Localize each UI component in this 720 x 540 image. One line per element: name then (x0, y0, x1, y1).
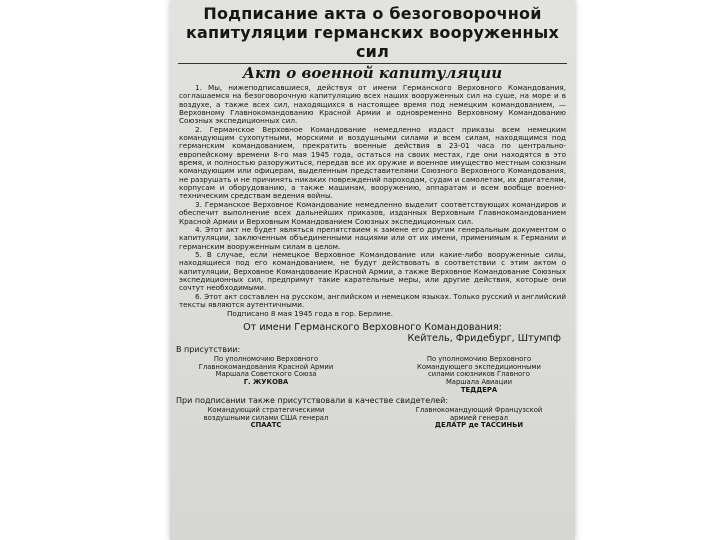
subheading: Акт о военной капитуляции (242, 64, 503, 82)
presence-signatures (170, 355, 575, 394)
on-behalf-line: От имени Германского Верховного Командования: (243, 322, 502, 334)
french-signature: ДЕЛАТР де ТАССИНЬИ (434, 421, 524, 430)
paragraph-4: 4. Этот акт не будет являться препятствием к замене его другим генеральным документом о капитуляции, заключенным объединенными нациями или от их имени, применимым к Германии и германским вооруженным силам в целом. (179, 224, 566, 251)
newspaper-clipping (170, 0, 575, 540)
allied-line-2: Командующего экспедиционными (417, 362, 541, 371)
soviet-signatory (182, 356, 350, 394)
us-line-1: Командующий стратегическими (207, 406, 325, 415)
paragraph-6: 6. Этот акт составлен на русском, английском и немецком языках. Только русский и английский тексты являются аутентичными. (179, 291, 566, 309)
witnesses-label: При подписании также присутствовали в качестве свидетелей: (176, 396, 449, 406)
french-line-2: армией генерал (450, 413, 508, 422)
us-line-2: воздушными силами США генерал (203, 413, 329, 422)
allied-line-1: По уполномочию Верховного (426, 355, 532, 364)
in-presence-label: В присутствии: (176, 345, 241, 355)
paragraph-1: 1. Мы, нижеподписавшиеся, действуя от имени Германского Верховного Командования, соглашаемся на безоговорочную капитуляцию всех наших вооруженных сил на суше, на море и в воздухе, а также всех сил, находящихся в настоящее время под немецким командованием, — Верховному Главнокомандованию Красной Армии и одновременно Верховному Командованию Союзных экспедиционных сил. (179, 83, 566, 126)
witness-signatures (170, 406, 575, 430)
us-witness (182, 407, 350, 430)
soviet-line-2: Главнокомандования Красной Армии (198, 362, 334, 371)
headline: Подписание акта о безоговорочной капитуляции германских вооруженных сил (186, 4, 559, 61)
allied-line-3: силами союзников Главного (428, 370, 530, 379)
paragraph-5: 5. В случае, если немецкое Верховное Командование или какие-либо вооруженные силы, находящиеся под его командованием, не будут действовать в соответствии с этим актом о капитуляции, Верховное Командование Красной Армии, а также Верховное Командование Союзных экспедиционных сил, предпримут такие карательные меры, или другие действия, которые они сочтут необходимыми. (179, 249, 566, 293)
allied-signatory (395, 356, 563, 394)
soviet-line-3: Маршала Советского Союза (215, 370, 317, 379)
paragraph-3: 3. Германское Верховное Командование немедленно выделит соответствующих командиров и обеспечит выполнение всех дальнейших приказов, изданных Верховным Главнокомандованием Красной Армии и Верховным Командованием Союзных экспедиционных сил. (179, 199, 566, 226)
soviet-line-1: По уполномочию Верховного (213, 355, 319, 364)
signed-line: Подписано 8 мая 1945 года в гор. Берлине. (227, 309, 393, 319)
german-signers: Кейтель, Фридебург, Штумпф (407, 333, 561, 345)
soviet-signature: Г. ЖУКОВА (243, 378, 289, 387)
act-text (170, 82, 575, 309)
paragraph-2: 2. Германское Верховное Командование немедленно издаст приказы всем немецким командующим сухопутными, морскими и воздушными силами и всем силам, находящимся под германским командованием, прекратить военные действия в 23-01 часа по центрально-европейскому времени 8-го мая 1945 года, остаться на своих местах, где они находятся в это время, и полностью разоружиться, передав все их оружие и военное имущество местным союзным командующим или офицерам, выделенным представителями Союзного Верховного Командования, не разрушать и не причинять никаких повреждений пароходам, судам и самолетам, их двигателям, корпусам и оборудованию, а также машинам, вооружению, аппаратам и всем вообще военно-техническим средствам ведения войны. (179, 124, 566, 201)
allied-signature: ТЕДДЕРА (460, 385, 498, 394)
allied-line-4: Маршала Авиации (445, 378, 513, 387)
french-witness (395, 407, 563, 430)
french-line-1: Главнокомандующий Французской (415, 406, 543, 415)
us-signature: СПААТС (250, 421, 282, 430)
